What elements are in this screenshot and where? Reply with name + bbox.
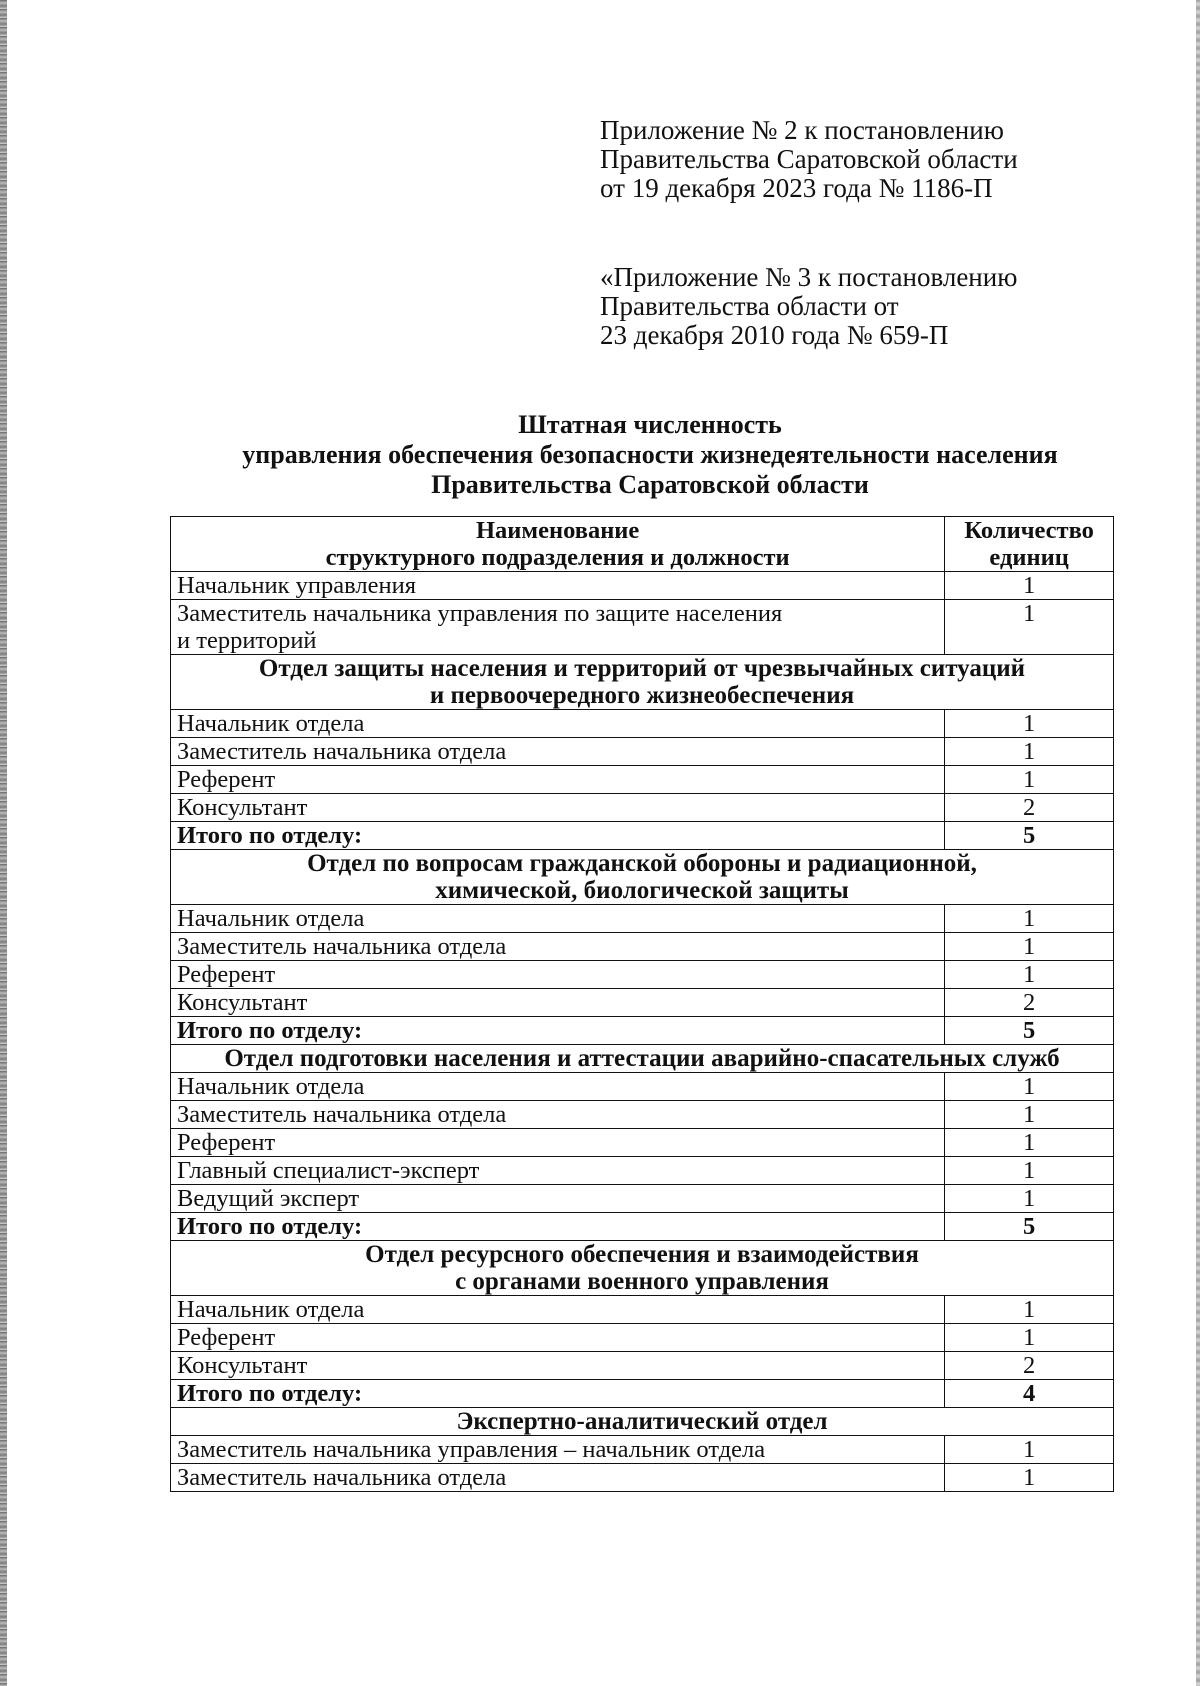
position-count: 1 <box>945 961 1114 989</box>
position-name-line: и территорий <box>177 627 317 654</box>
annex-line: 23 декабря 2010 года № 659-П <box>600 320 949 350</box>
total-label: Итого по отделу: <box>171 822 945 850</box>
position-name: Заместитель начальника отдела <box>171 933 945 961</box>
position-count: 1 <box>945 572 1114 600</box>
position-count: 1 <box>945 1464 1114 1492</box>
department-title-row <box>171 1241 1114 1296</box>
position-count: 1 <box>945 1324 1114 1352</box>
scan-edge-left <box>0 0 7 1686</box>
department-total-row <box>171 1380 1114 1408</box>
position-count: 2 <box>945 794 1114 822</box>
position-name: Заместитель начальника отдела <box>171 1101 945 1129</box>
title-line: Правительства Саратовской области <box>431 470 869 499</box>
position-count: 1 <box>945 1296 1114 1324</box>
annex-original-reference <box>600 263 1017 350</box>
department-title-row <box>171 850 1114 905</box>
position-name-line: Заместитель начальника управления по защите населения <box>177 600 783 627</box>
position-name: Консультант <box>171 794 945 822</box>
position-count: 2 <box>945 989 1114 1017</box>
department-title-row <box>171 1045 1114 1073</box>
header-count-line: единиц <box>989 544 1069 571</box>
department-title <box>171 1408 1114 1436</box>
position-name: Заместитель начальника отдела <box>171 1464 945 1492</box>
position-count: 1 <box>945 1436 1114 1464</box>
department-title-line: с органами военного управления <box>455 1268 829 1295</box>
table-row <box>171 933 1114 961</box>
total-count: 5 <box>945 1017 1114 1045</box>
table-row <box>171 1185 1114 1213</box>
table-row <box>171 1157 1114 1185</box>
position-count: 1 <box>945 905 1114 933</box>
table-header-row <box>171 517 1114 572</box>
position-name: Заместитель начальника отдела <box>171 738 945 766</box>
department-total-row <box>171 1213 1114 1241</box>
position-name: Референт <box>171 1129 945 1157</box>
department-title-line: химической, биологической защиты <box>435 877 849 904</box>
total-count: 4 <box>945 1380 1114 1408</box>
table-row <box>171 794 1114 822</box>
position-name: Начальник отдела <box>171 710 945 738</box>
annex-line: Приложение № 2 к постановлению <box>600 115 1004 145</box>
position-count: 1 <box>945 710 1114 738</box>
department-title-line: Отдел подготовки населения и аттестации аварийно-спасательных служб <box>224 1045 1060 1072</box>
document-title <box>150 410 1150 500</box>
table-row <box>171 989 1114 1017</box>
department-title-line: Отдел по вопросам гражданской обороны и радиационной, <box>307 850 977 877</box>
header-name-line: Наименование <box>475 517 640 544</box>
position-count: 2 <box>945 1352 1114 1380</box>
title-line: управления обеспечения безопасности жизнедеятельности населения <box>242 440 1058 469</box>
position-count: 1 <box>945 1101 1114 1129</box>
department-title <box>171 655 1114 710</box>
position-count: 1 <box>945 766 1114 794</box>
table-row <box>171 710 1114 738</box>
header-name-cell <box>171 517 945 572</box>
position-count: 1 <box>945 1185 1114 1213</box>
table-row <box>171 738 1114 766</box>
position-name: Начальник управления <box>171 572 945 600</box>
position-name: Референт <box>171 1324 945 1352</box>
table-row <box>171 1073 1114 1101</box>
table-row <box>171 1464 1114 1492</box>
department-total-row <box>171 822 1114 850</box>
scan-edge-right <box>1196 0 1200 1686</box>
position-count: 1 <box>945 600 1114 655</box>
position-name <box>171 600 945 655</box>
table-row <box>171 1324 1114 1352</box>
total-label: Итого по отделу: <box>171 1017 945 1045</box>
position-count: 1 <box>945 1157 1114 1185</box>
department-title-line: Экспертно-аналитический отдел <box>456 1408 828 1435</box>
position-count: 1 <box>945 1073 1114 1101</box>
department-title-line: Отдел защиты населения и территорий от чрезвычайных ситуаций <box>258 655 1026 682</box>
annex-line: от 19 декабря 2023 года № 1186-П <box>600 173 993 203</box>
total-label: Итого по отделу: <box>171 1213 945 1241</box>
position-name: Заместитель начальника управления – начальник отдела <box>171 1436 945 1464</box>
department-title-line: Отдел ресурсного обеспечения и взаимодействия <box>365 1241 919 1268</box>
position-name: Начальник отдела <box>171 1073 945 1101</box>
annex-line: Правительства области от <box>600 291 899 321</box>
position-name: Начальник отдела <box>171 1296 945 1324</box>
total-label: Итого по отделу: <box>171 1380 945 1408</box>
header-count-cell <box>945 517 1114 572</box>
table-row <box>171 600 1114 655</box>
table-row <box>171 766 1114 794</box>
table-row <box>171 1101 1114 1129</box>
header-name-line: структурного подразделения и должности <box>325 544 790 571</box>
department-title-row <box>171 655 1114 710</box>
department-title-line: и первоочередного жизнеобеспечения <box>429 682 855 709</box>
position-name: Консультант <box>171 989 945 1017</box>
position-count: 1 <box>945 1129 1114 1157</box>
annex-line: Правительства Саратовской области <box>600 144 1018 174</box>
department-title <box>171 1241 1114 1296</box>
position-name: Ведущий эксперт <box>171 1185 945 1213</box>
department-total-row <box>171 1017 1114 1045</box>
table-row <box>171 572 1114 600</box>
position-name: Главный специалист-эксперт <box>171 1157 945 1185</box>
annex-line: «Приложение № 3 к постановлению <box>600 262 1018 292</box>
title-line: Штатная численность <box>518 410 782 439</box>
position-name: Референт <box>171 766 945 794</box>
table-row <box>171 1296 1114 1324</box>
table-row <box>171 905 1114 933</box>
department-title <box>171 1045 1114 1073</box>
table-row <box>171 1129 1114 1157</box>
position-name: Начальник отдела <box>171 905 945 933</box>
position-name: Консультант <box>171 1352 945 1380</box>
total-count: 5 <box>945 822 1114 850</box>
position-count: 1 <box>945 933 1114 961</box>
department-title-row <box>171 1408 1114 1436</box>
total-count: 5 <box>945 1213 1114 1241</box>
table-row <box>171 1352 1114 1380</box>
table-row <box>171 1436 1114 1464</box>
annex-current-reference <box>600 116 1018 203</box>
position-name: Референт <box>171 961 945 989</box>
department-title <box>171 850 1114 905</box>
table-row <box>171 961 1114 989</box>
staff-table <box>170 516 1114 1492</box>
header-count-line: Количество <box>964 517 1094 544</box>
position-count: 1 <box>945 738 1114 766</box>
